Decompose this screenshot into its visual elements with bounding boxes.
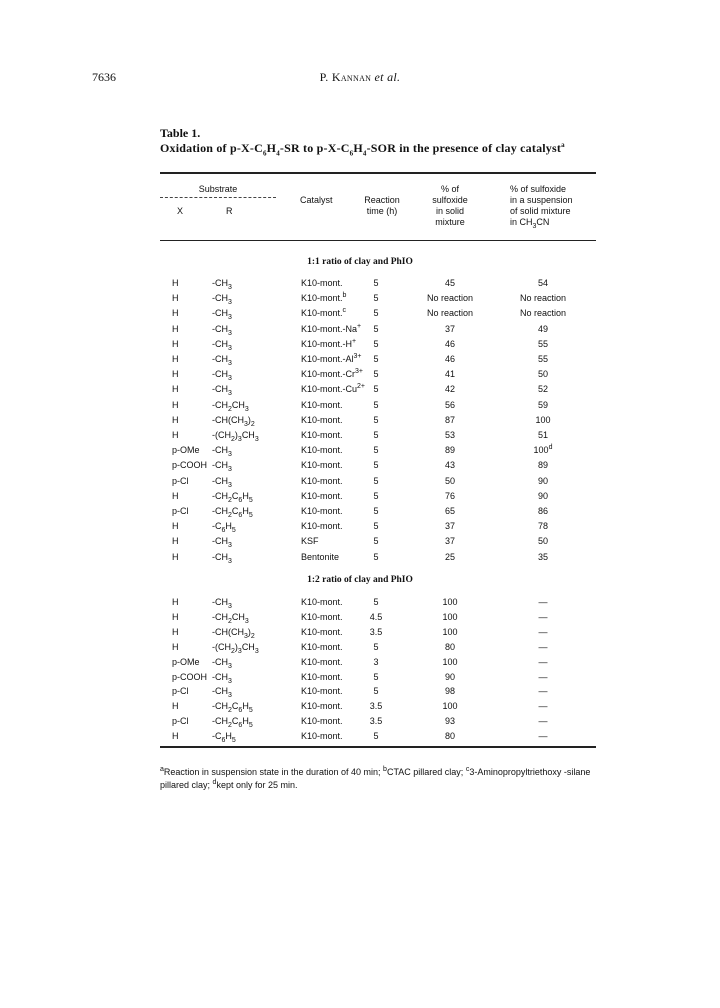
cell-substituent-x: H <box>172 293 179 304</box>
footnote-mark: d <box>212 779 217 786</box>
cell-catalyst: K10-mont. <box>301 626 343 637</box>
footnote-mark: b <box>383 766 387 773</box>
cell-group-r: $-CH_3$ <box>212 278 232 291</box>
cell-group-r: $-C_6H_5$ <box>212 521 236 534</box>
section-title-1-1: 1:1 ratio of clay and PhIO <box>307 257 413 267</box>
header-susp-text: CN <box>536 217 550 227</box>
cell-sulfoxide-solid: 46 <box>444 354 455 364</box>
header-reaction-line: time (h) <box>366 206 398 216</box>
table-row <box>0 671 720 683</box>
cell-sulfoxide-suspension: 100$^d$ <box>533 444 553 456</box>
header-reaction <box>352 195 412 217</box>
cell-sulfoxide-solid: 89 <box>444 445 455 456</box>
cell-catalyst: Bentonite <box>301 551 340 562</box>
table-row <box>0 429 720 441</box>
cell-sulfoxide-suspension: — <box>538 626 548 637</box>
running-head <box>0 70 720 85</box>
cell-substituent-x: H <box>172 597 179 607</box>
cell-catalyst: K10-mont. <box>301 611 343 622</box>
cell-reaction-time: 5 <box>373 399 379 410</box>
cell-group-r: $-CH(CH_3)_2$ <box>212 414 255 428</box>
cell-reaction-time: 5 <box>373 308 379 319</box>
cell-substituent-x: H <box>172 399 179 410</box>
cell-group-r: $-CH_2CH_3$ <box>212 399 249 413</box>
cell-sulfoxide-suspension: — <box>538 671 548 682</box>
cell-reaction-time: 5 <box>373 731 379 742</box>
header-solid-line: in solid <box>435 206 464 216</box>
header-r: R <box>226 206 233 216</box>
cell-sulfoxide-solid: 100 <box>442 611 458 622</box>
cell-catalyst: K10-mont.-H+ <box>301 337 357 349</box>
running-head-etal: et al. <box>371 70 401 84</box>
table-label: Table 1. <box>160 126 201 140</box>
caption-part: -SOR in the presence of clay catalyst <box>366 141 562 155</box>
table-row <box>0 611 720 623</box>
table-caption <box>160 141 565 156</box>
cell-group-r: $-(CH_2)_3CH_3$ <box>212 430 259 443</box>
cell-group-r: $-C_6H_5$ <box>212 731 236 744</box>
cell-reaction-time: 3 <box>373 656 379 667</box>
cell-sulfoxide-suspension: — <box>538 716 548 727</box>
header-suspension <box>510 184 573 228</box>
cell-reaction-time: 5 <box>373 551 379 562</box>
cell-group-r: $-CH_3$ <box>212 384 232 398</box>
cell-sulfoxide-solid: 53 <box>444 430 455 440</box>
table-row <box>0 277 720 289</box>
cell-substituent-x: H <box>172 323 179 334</box>
table-row <box>0 383 720 398</box>
cell-sulfoxide-suspension: 86 <box>537 506 548 516</box>
table-row <box>0 338 720 350</box>
header-substrate: Substrate <box>198 184 238 194</box>
cell-sulfoxide-solid: 100 <box>442 701 458 712</box>
header-susp-line: % of sulfoxide <box>510 184 567 194</box>
cell-sulfoxide-solid: 42 <box>444 384 455 395</box>
cell-sulfoxide-solid: 37 <box>444 521 455 532</box>
cell-catalyst: K10-mont. <box>301 399 343 410</box>
cell-catalyst: K10-mont. <box>301 490 343 501</box>
cell-sulfoxide-suspension: — <box>538 701 548 712</box>
cell-group-r: $-CH_3$ <box>212 460 232 474</box>
caption-sub: 4 <box>362 149 367 158</box>
cell-catalyst: K10-mont. <box>301 656 343 667</box>
caption-sub: 4 <box>276 149 280 158</box>
caption-sub: 6 <box>349 149 354 158</box>
cell-sulfoxide-solid: No reaction <box>426 308 474 319</box>
table-row <box>0 307 720 322</box>
table-row <box>0 551 720 563</box>
cell-sulfoxide-suspension: 78 <box>537 521 548 532</box>
cell-substituent-x: p-OMe <box>172 656 200 667</box>
cell-reaction-time: 5 <box>373 293 379 304</box>
cell-group-r: $-CH_3$ <box>212 551 232 565</box>
caption-sup: a <box>561 141 565 149</box>
table-row <box>0 444 720 456</box>
cell-reaction-time: 5 <box>373 506 379 516</box>
cell-group-r: $-CH_3$ <box>212 475 232 489</box>
header-solid <box>420 184 480 228</box>
table-row <box>0 368 720 380</box>
footnote-mark: c <box>465 766 470 773</box>
caption-part: H <box>266 141 277 155</box>
section-title-1-2: 1:2 ratio of clay and PhIO <box>307 575 413 585</box>
header-catalyst: Catalyst <box>300 195 333 205</box>
cell-sulfoxide-suspension: 89 <box>537 460 548 471</box>
cell-catalyst: K10-mont. <box>301 278 343 288</box>
cell-catalyst: K10-mont. <box>301 445 343 456</box>
table-row <box>0 596 720 608</box>
cell-reaction-time: 5 <box>373 641 379 652</box>
cell-reaction-time: 5 <box>373 671 379 682</box>
cell-sulfoxide-solid: 50 <box>444 475 455 486</box>
table-row <box>0 730 720 742</box>
cell-substituent-x: H <box>172 384 179 395</box>
cell-reaction-time: 5 <box>373 597 379 607</box>
cell-sulfoxide-solid: 37 <box>444 323 455 334</box>
cell-sulfoxide-solid: 80 <box>444 641 455 652</box>
cell-group-r: $-CH_3$ <box>212 656 232 670</box>
caption-part: H <box>353 141 363 155</box>
cell-sulfoxide-suspension: 59 <box>537 399 548 410</box>
cell-substituent-x: H <box>172 369 179 380</box>
footnote-text: kept only for 25 min. <box>216 780 298 790</box>
cell-sulfoxide-suspension: 55 <box>537 338 548 349</box>
cell-catalyst: K10-mont. <box>301 671 343 682</box>
cell-group-r: $-CH(CH_3)_2$ <box>212 626 255 640</box>
cell-substituent-x: H <box>172 641 179 652</box>
cell-substituent-x: H <box>172 414 179 425</box>
table-row <box>0 700 720 715</box>
cell-sulfoxide-suspension: 100 <box>535 414 551 425</box>
cell-sulfoxide-suspension: 90 <box>537 475 548 486</box>
table-footnote <box>160 766 600 792</box>
cell-reaction-time: 5 <box>373 278 379 288</box>
cell-group-r: $-CH_3$ <box>212 293 232 306</box>
table-row <box>0 656 720 668</box>
cell-substituent-x: H <box>172 521 179 532</box>
cell-reaction-time: 5 <box>373 536 379 547</box>
header-solid-line: mixture <box>435 217 465 227</box>
table-row <box>0 323 720 335</box>
caption-part: -SR to p-X-C <box>279 141 350 155</box>
header-bottom-rule <box>160 240 596 241</box>
cell-group-r: $-CH_2C_6H_5$ <box>212 716 253 729</box>
cell-substituent-x: p-Cl <box>172 506 189 516</box>
cell-sulfoxide-solid: 43 <box>444 460 455 471</box>
cell-group-r: $-CH_3$ <box>212 445 232 458</box>
cell-group-r: $-CH_3$ <box>212 354 232 367</box>
table-row <box>0 353 720 365</box>
cell-substituent-x: p-OMe <box>172 445 200 456</box>
cell-sulfoxide-solid: 100 <box>442 597 458 607</box>
footnote-mark: a <box>160 766 164 773</box>
cell-catalyst: K10-mont. <box>301 597 343 607</box>
cell-sulfoxide-solid: 65 <box>444 506 455 516</box>
cell-reaction-time: 5 <box>373 414 379 425</box>
cell-substituent-x: H <box>172 354 179 364</box>
table-row <box>0 292 720 304</box>
cell-group-r: $-CH_3$ <box>212 323 232 337</box>
cell-group-r: $-CH_3$ <box>212 308 232 322</box>
cell-reaction-time: 5 <box>373 521 379 532</box>
cell-substituent-x: H <box>172 308 179 319</box>
cell-sulfoxide-suspension: 90 <box>537 490 548 501</box>
cell-group-r: $-(CH_2)_3CH_3$ <box>212 641 259 655</box>
cell-catalyst: K10-mont. <box>301 430 343 440</box>
cell-catalyst: K10-mont. <box>301 521 343 532</box>
cell-substituent-x: p-Cl <box>172 686 189 697</box>
cell-reaction-time: 5 <box>373 445 379 456</box>
cell-group-r: $-CH_3$ <box>212 536 232 550</box>
cell-reaction-time: 3.5 <box>369 701 383 712</box>
table-row <box>0 626 720 638</box>
cell-reaction-time: 5 <box>373 384 379 395</box>
cell-catalyst: K10-mont.$^b$ <box>301 292 347 304</box>
cell-substituent-x: H <box>172 338 179 349</box>
footnote-text: CTAC pillared clay; <box>386 767 466 777</box>
cell-substituent-x: H <box>172 551 179 562</box>
cell-substituent-x: H <box>172 731 179 742</box>
cell-sulfoxide-suspension: 54 <box>537 278 548 288</box>
table-row <box>0 535 720 550</box>
cell-substituent-x: p-COOH <box>172 671 208 682</box>
cell-substituent-x: H <box>172 626 179 637</box>
cell-group-r: $-CH_3$ <box>212 597 232 610</box>
cell-catalyst: K10-mont. <box>301 414 343 425</box>
cell-catalyst: KSF <box>301 536 319 547</box>
table-row <box>0 685 720 700</box>
cell-catalyst: K10-mont. <box>301 506 343 516</box>
cell-sulfoxide-suspension: — <box>538 656 548 667</box>
cell-reaction-time: 3.5 <box>369 716 383 727</box>
cell-catalyst: K10-mont.$^c$ <box>301 307 347 319</box>
cell-reaction-time: 5 <box>373 338 379 349</box>
cell-catalyst: K10-mont. <box>301 475 343 486</box>
header-solid-line: % of <box>440 184 459 194</box>
table-row <box>0 505 720 517</box>
header-reaction-line: Reaction <box>364 195 400 205</box>
cell-group-r: $-CH_3$ <box>212 686 232 700</box>
cell-sulfoxide-suspension: 35 <box>537 551 548 562</box>
header-susp-line: in a suspension <box>510 195 573 205</box>
cell-group-r: $-CH_2C_6H_5$ <box>212 701 253 715</box>
table-bottom-rule <box>160 746 596 748</box>
table-row <box>0 715 720 727</box>
cell-sulfoxide-solid: 45 <box>444 278 455 288</box>
cell-reaction-time: 5 <box>373 460 379 471</box>
caption-part: Oxidation of p-X-C <box>160 141 263 155</box>
cell-catalyst: K10-mont. <box>301 731 343 742</box>
page-number: 7636 <box>92 70 116 84</box>
table-row <box>0 641 720 653</box>
cell-reaction-time: 5 <box>373 369 379 380</box>
cell-catalyst: K10-mont. <box>301 641 343 652</box>
cell-catalyst: K10-mont. <box>301 460 343 471</box>
cell-reaction-time: 5 <box>373 354 379 364</box>
header-x: X <box>177 206 184 216</box>
cell-catalyst: $K10-mont.-Cr^{3+}$ <box>301 368 363 380</box>
cell-sulfoxide-suspension: No reaction <box>519 293 567 304</box>
cell-sulfoxide-suspension: 50 <box>537 369 548 380</box>
cell-reaction-time: 5 <box>373 490 379 501</box>
cell-sulfoxide-solid: 80 <box>444 731 455 742</box>
cell-sulfoxide-suspension: 49 <box>537 323 548 334</box>
cell-sulfoxide-suspension: — <box>538 641 548 652</box>
cell-reaction-time: 5 <box>373 475 379 486</box>
cell-group-r: $-CH_2C_6H_5$ <box>212 490 253 504</box>
cell-group-r: $-CH_3$ <box>212 338 232 352</box>
cell-sulfoxide-solid: 37 <box>444 536 455 547</box>
cell-group-r: $-CH_2CH_3$ <box>212 611 249 625</box>
cell-substituent-x: H <box>172 536 179 547</box>
cell-catalyst: $K10-mont.-Al^{3+}$ <box>301 353 362 364</box>
header-susp-line <box>510 217 573 228</box>
cell-sulfoxide-solid: 56 <box>444 399 455 410</box>
cell-substituent-x: p-Cl <box>172 716 189 727</box>
cell-substituent-x: p-COOH <box>172 460 208 471</box>
table-row <box>0 459 720 474</box>
cell-substituent-x: H <box>172 611 179 622</box>
cell-sulfoxide-solid: 93 <box>444 716 455 727</box>
cell-reaction-time: 5 <box>373 323 379 334</box>
cell-sulfoxide-solid: 90 <box>444 671 455 682</box>
cell-sulfoxide-solid: 76 <box>444 490 455 501</box>
cell-reaction-time: 5 <box>373 686 379 697</box>
header-susp-sub: 3 <box>532 222 537 230</box>
running-head-author: P. Kannan <box>319 70 372 84</box>
footnote-text: 3-Aminopropyltriethoxy -silane pillared clay; <box>160 767 591 790</box>
cell-sulfoxide-suspension: 50 <box>537 536 548 547</box>
table-row <box>0 490 720 502</box>
cell-sulfoxide-solid: 41 <box>444 369 455 380</box>
cell-reaction-time: 4.5 <box>369 611 383 622</box>
cell-sulfoxide-suspension: — <box>538 611 548 622</box>
cell-sulfoxide-suspension: — <box>538 731 548 742</box>
cell-catalyst: K10-mont. <box>301 686 343 697</box>
cell-catalyst: K10-mont. <box>301 716 343 727</box>
header-susp-text: in CH <box>510 217 533 227</box>
cell-sulfoxide-suspension: 51 <box>537 430 548 440</box>
cell-sulfoxide-solid: No reaction <box>426 293 474 304</box>
table-row <box>0 414 720 426</box>
caption-sub: 6 <box>262 149 267 158</box>
cell-catalyst: $K10-mont.-Cu^{2+}$ <box>301 383 366 395</box>
cell-reaction-time: 3.5 <box>369 626 383 637</box>
table-row <box>0 520 720 532</box>
header-solid-line: sulfoxide <box>432 195 468 205</box>
cell-sulfoxide-suspension: No reaction <box>519 308 567 319</box>
cell-sulfoxide-solid: 46 <box>444 338 455 349</box>
cell-sulfoxide-suspension: 52 <box>537 384 548 395</box>
cell-group-r: $-CH_2C_6H_5$ <box>212 506 253 519</box>
cell-sulfoxide-solid: 87 <box>444 414 455 425</box>
cell-group-r: $-CH_3$ <box>212 671 232 685</box>
cell-sulfoxide-solid: 98 <box>444 686 455 697</box>
table-row <box>0 475 720 487</box>
cell-reaction-time: 5 <box>373 430 379 440</box>
cell-substituent-x: H <box>172 490 179 501</box>
cell-substituent-x: H <box>172 701 179 712</box>
cell-group-r: $-CH_3$ <box>212 369 232 382</box>
cell-sulfoxide-suspension: 55 <box>537 354 548 364</box>
cell-catalyst: K10-mont. <box>301 701 343 712</box>
cell-sulfoxide-solid: 25 <box>444 551 455 562</box>
cell-sulfoxide-suspension: — <box>538 597 548 607</box>
cell-substituent-x: H <box>172 430 179 440</box>
footnote-text: Reaction in suspension state in the duration of 40 min; <box>163 767 384 777</box>
cell-sulfoxide-solid: 100 <box>442 656 458 667</box>
cell-sulfoxide-solid: 100 <box>442 626 458 637</box>
table-row <box>0 399 720 411</box>
cell-catalyst: K10-mont.-Na+ <box>301 322 362 334</box>
header-susp-line: of solid mixture <box>510 206 571 216</box>
cell-substituent-x: H <box>172 278 179 288</box>
cell-substituent-x: p-Cl <box>172 475 189 486</box>
table-top-rule <box>160 172 596 174</box>
cell-sulfoxide-suspension: — <box>538 686 548 697</box>
substrate-dashed-rule <box>160 197 276 198</box>
